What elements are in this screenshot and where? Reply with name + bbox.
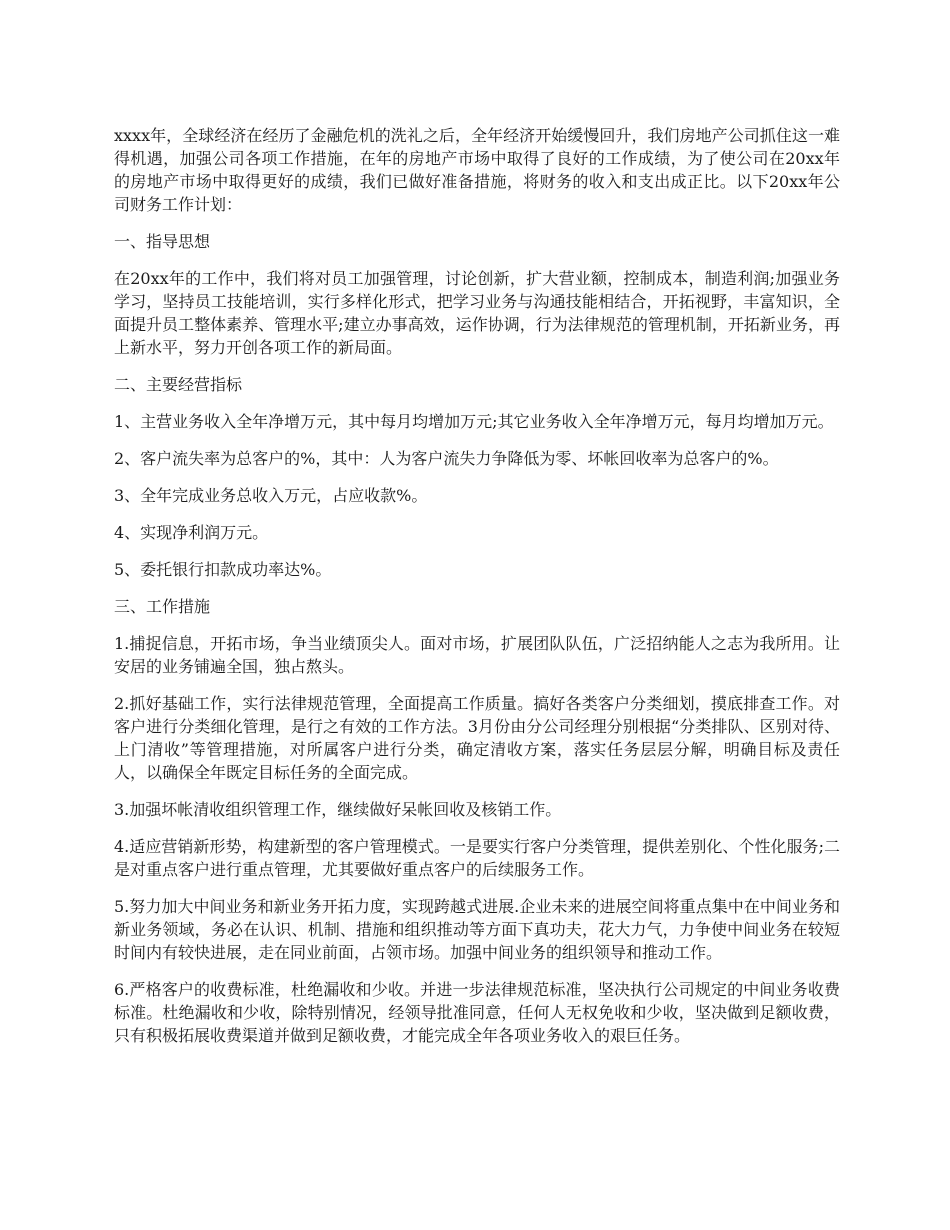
measure-item-1: 1.捕捉信息，开拓市场，争当业绩顶尖人。面对市场，扩展团队队伍，广泛招纳能人之志为我所用。让安居的业务铺遍全国，独占熬头。	[114, 634, 840, 676]
target-item-3: 3、全年完成业务总收入万元，占应收款%。	[114, 486, 428, 505]
intro-paragraph: xxxx年，全球经济在经历了金融危机的洗礼之后，全年经济开始缓慢回升，我们房地产公司抓住这一难得机遇，加强公司各项工作措施，在年的房地产市场中取得了良好的工作成绩，为了使公司在20xx年的房地产市场中取得更好的成绩，我们已做好准备措施，将财务的收入和支出成正比。以下20xx年公司财务工作计划：	[114, 126, 840, 214]
document-page	[114, 124, 840, 1061]
target-item-4: 4、实现净利润万元。	[114, 523, 269, 542]
measure-item-6: 6.严格客户的收费标准，杜绝漏收和少收。并进一步法律规范标准，坚决执行公司规定的中间业务收费标准。杜绝漏收和少收，除特别情况，经领导批准同意，任何人无权免收和少收，坚决做到足额收费，只有积极拓展收费渠道并做到足额收费，才能完成全年各项业务收入的艰巨任务。	[114, 980, 840, 1045]
measure-item-5: 5.努力加大中间业务和新业务开拓力度，实现跨越式进展.企业未来的进展空间将重点集中在中间业务和新业务领域，务必在认识、机制、措施和组织推动等方面下真功夫，花大力气，力争使中间业务在较短时间内有较快进展，走在同业前面，占领市场。加强中间业务的组织领导和推动工作。	[114, 897, 840, 962]
target-item-2: 2、客户流失率为总客户的%，其中：人为客户流失力争降低为零、坏帐回收率为总客户的%。	[114, 449, 779, 468]
measure-item-3: 3.加强坏帐清收组织管理工作，继续做好呆帐回收及核销工作。	[114, 800, 562, 819]
target-item-1: 1、主营业务收入全年净增万元，其中每月均增加万元;其它业务收入全年净增万元，每月均增加万元。	[114, 412, 834, 431]
section-heading-operating-targets: 二、主要经营指标	[114, 375, 243, 394]
section-heading-guiding-thought: 一、指导思想	[114, 232, 211, 251]
section-heading-work-measures: 三、工作措施	[114, 597, 211, 616]
measure-item-2: 2.抓好基础工作，实行法律规范管理，全面提高工作质量。搞好各类客户分类细划，摸底排查工作。对客户进行分类细化管理，是行之有效的工作方法。3月份由分公司经理分别根据“分类排队、区别对待、上门清收”等管理措施，对所属客户进行分类，确定清收方案，落实任务层层分解，明确目标及责任人，以确保全年既定目标任务的全面完成。	[114, 694, 840, 782]
target-item-5: 5、委托银行扣款成功率达%。	[114, 560, 332, 579]
guiding-thought-paragraph: 在20xx年的工作中，我们将对员工加强管理，讨论创新，扩大营业额，控制成本，制造利润;加强业务学习，坚持员工技能培训，实行多样化形式，把学习业务与沟通技能相结合，开拓视野，丰富知识，全面提升员工整体素养、管理水平;建立办事高效，运作协调，行为法律规范的管理机制，开拓新业务，再上新水平，努力开创各项工作的新局面。	[114, 269, 840, 357]
measure-item-4: 4.适应营销新形势，构建新型的客户管理模式。一是要实行客户分类管理，提供差别化、个性化服务;二是对重点客户进行重点管理，尤其要做好重点客户的后续服务工作。	[114, 837, 840, 879]
